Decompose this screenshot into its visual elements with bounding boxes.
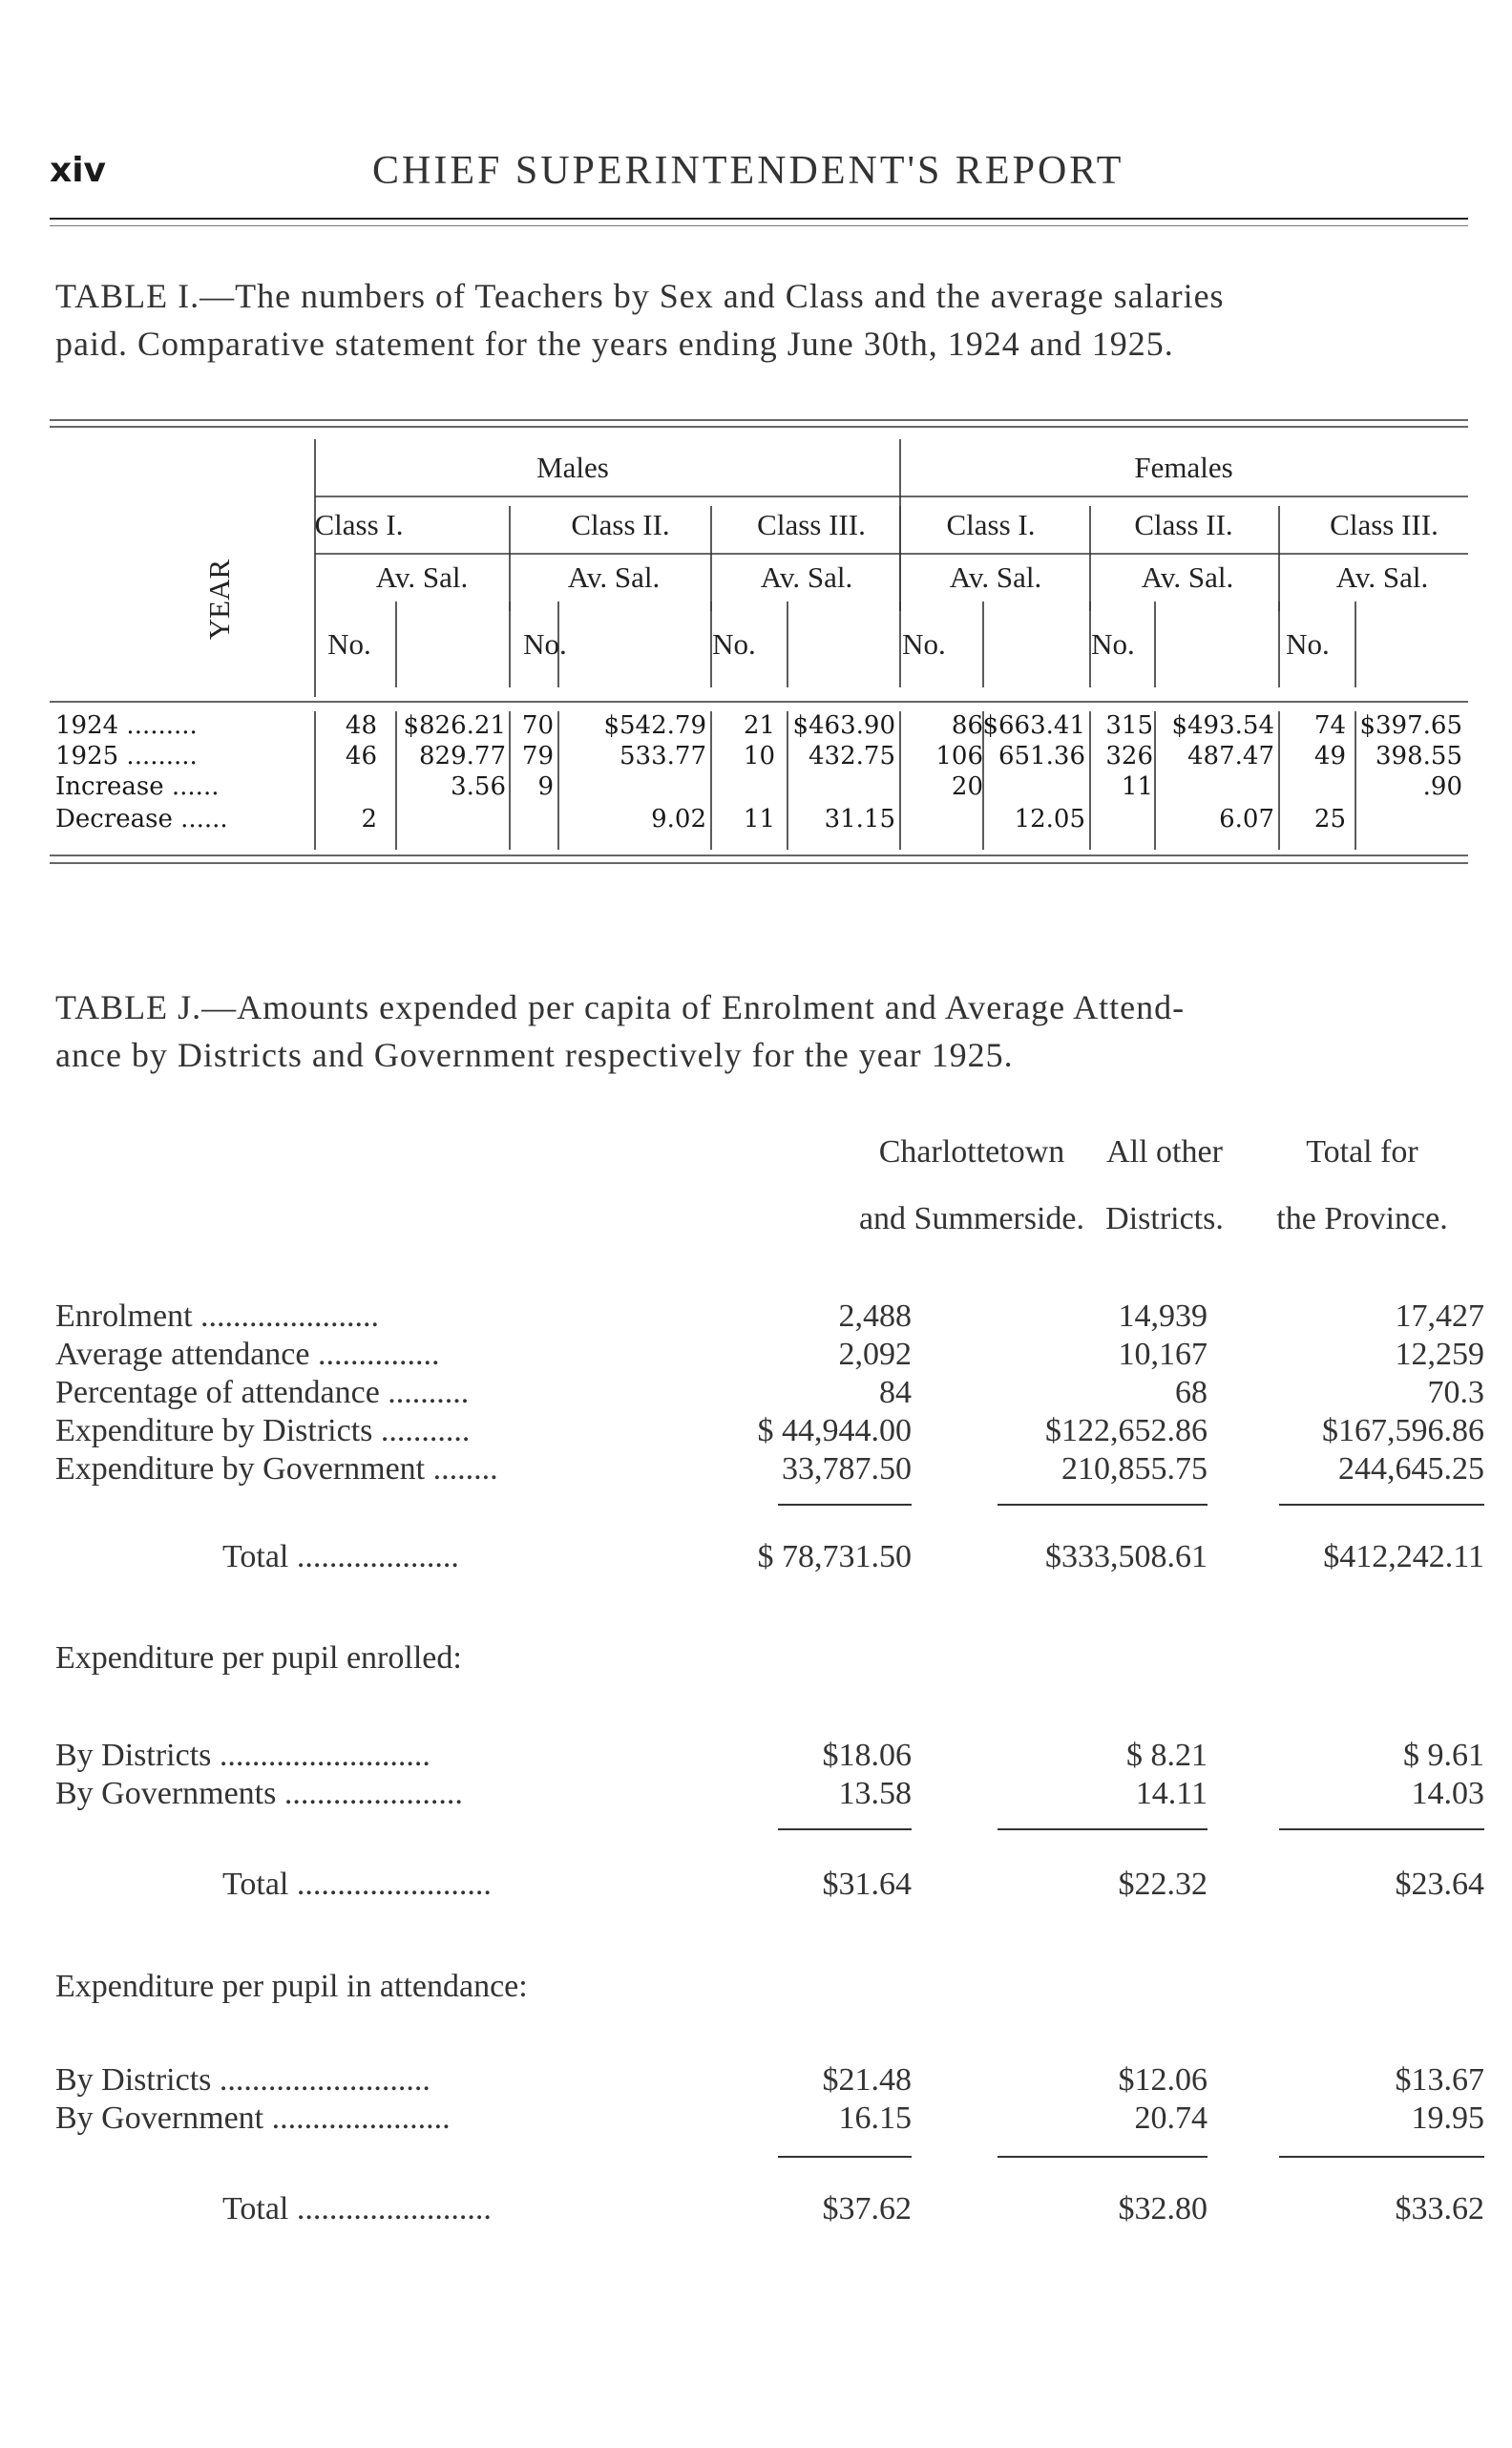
attendance-total-value-1: $32.80 [1118, 2191, 1208, 2226]
main-row-3-value-1: $122,652.86 [1045, 1413, 1208, 1448]
cell-1-11: 398.55 [1376, 742, 1462, 770]
running-title: CHIEF SUPERINTENDENT'S REPORT [372, 149, 1124, 193]
class-label-2: Class III. [757, 508, 866, 541]
main-row-4-value-1: 210,855.75 [1061, 1451, 1208, 1487]
cell-0-3: $542.79 [603, 711, 706, 740]
cell-1-3: 533.77 [620, 742, 706, 770]
av-sal-label-2: Av. Sal. [760, 560, 853, 594]
attendance-total-value-0: $37.62 [822, 2191, 912, 2226]
class-label-1: Class II. [571, 508, 670, 541]
enrolled-total-label: Total ........................ [222, 1867, 492, 1902]
no-label-5: No. [1286, 627, 1330, 661]
group-females: Females [1134, 451, 1233, 484]
no-label-0: No. [327, 627, 371, 661]
enrolled-row-0-label: By Districts .......................... [55, 1738, 430, 1773]
enrolled-row-1-label: By Governments ...................... [55, 1776, 463, 1811]
no-label-3: No. [902, 627, 946, 661]
cell-0-6: 86 [951, 711, 983, 740]
cell-1-1: 829.77 [419, 742, 506, 770]
main-row-0-value-0: 2,488 [838, 1298, 912, 1334]
cell-3-10: 25 [1313, 805, 1346, 834]
attendance-row-1-value-0: 16.15 [838, 2100, 912, 2136]
enrolled-row-0-value-0: $18.06 [822, 1738, 912, 1773]
cell-1-6: 106 [935, 742, 983, 770]
cell-1-0: 46 [345, 742, 377, 770]
no-label-1: No. [523, 627, 567, 661]
attendance-row-0-value-1: $12.06 [1118, 2062, 1208, 2098]
enrolled-sum-line-0 [778, 1828, 912, 1830]
table-j-caption-line1: TABLE J.—Amounts expended per capita of Enrolment and Average Attend- [55, 988, 1186, 1026]
main-row-3-value-2: $167,596.86 [1322, 1413, 1484, 1448]
attendance-row-0-value-0: $21.48 [822, 2062, 912, 2098]
main-sum-line-2 [1279, 1504, 1484, 1506]
main-row-2-value-0: 84 [879, 1375, 912, 1410]
attendance-total-value-2: $33.62 [1395, 2191, 1484, 2226]
cell-0-7: $663.41 [982, 711, 1085, 740]
class-label-4: Class II. [1134, 508, 1233, 541]
cell-0-9: $493.54 [1171, 711, 1274, 740]
enrolled-row-0-value-2: $ 9.61 [1403, 1738, 1484, 1773]
main-total-value-0: $ 78,731.50 [757, 1539, 912, 1574]
cell-2-6: 20 [951, 772, 983, 801]
main-row-1-value-0: 2,092 [838, 1337, 912, 1372]
enrolled-total-value-2: $23.64 [1395, 1867, 1484, 1902]
main-row-2-label: Percentage of attendance .......... [55, 1375, 470, 1410]
cell-3-0: 2 [361, 805, 377, 834]
cell-1-7: 651.36 [998, 742, 1085, 770]
attendance-row-1-label: By Government ...................... [55, 2100, 451, 2136]
enrolled-sum-line-1 [998, 1828, 1208, 1830]
table-i-caption-line1: TABLE I.—The numbers of Teachers by Sex and Class and the average salaries [55, 277, 1225, 315]
cell-3-7: 12.05 [1014, 805, 1085, 834]
col-header-line2-0: and Summerside. [858, 1201, 1085, 1236]
attendance-heading: Expenditure per pupil in attendance: [55, 1969, 528, 2004]
attendance-sum-line-1 [998, 2156, 1208, 2158]
main-sum-line-1 [998, 1504, 1208, 1506]
cell-2-11: .90 [1422, 772, 1462, 801]
attendance-sum-line-0 [778, 2156, 912, 2158]
cell-1-4: 10 [743, 742, 775, 770]
av-sal-label-3: Av. Sal. [949, 560, 1042, 594]
cell-0-0: 48 [345, 711, 377, 740]
col-header-line2-2: the Province. [1276, 1201, 1448, 1236]
cell-3-3: 9.02 [651, 805, 706, 834]
attendance-row-1-value-1: 20.74 [1134, 2100, 1208, 2136]
enrolled-heading: Expenditure per pupil enrolled: [55, 1640, 462, 1676]
cell-3-5: 31.15 [824, 805, 895, 834]
av-sal-label-5: Av. Sal. [1335, 560, 1429, 594]
cell-1-9: 487.47 [1187, 742, 1274, 770]
main-row-0-value-1: 14,939 [1118, 1298, 1208, 1334]
main-row-4-value-2: 244,645.25 [1338, 1451, 1484, 1487]
page-number: xiv [50, 151, 107, 190]
cell-2-8: 11 [1121, 772, 1153, 801]
main-row-4-value-0: 33,787.50 [782, 1451, 912, 1487]
attendance-row-0-label: By Districts .......................... [55, 2062, 430, 2098]
attendance-sum-line-2 [1279, 2156, 1484, 2158]
row-label-3: Decrease ...... [55, 805, 228, 834]
cell-1-10: 49 [1313, 742, 1346, 770]
main-total-value-2: $412,242.11 [1323, 1539, 1484, 1574]
cell-0-4: 21 [743, 711, 775, 740]
main-row-2-value-2: 70.3 [1427, 1375, 1484, 1410]
row-label-2: Increase ...... [55, 772, 220, 801]
main-row-0-label: Enrolment ...................... [55, 1298, 380, 1334]
year-header: YEAR [202, 559, 236, 641]
cell-1-8: 326 [1105, 742, 1153, 770]
av-sal-label-4: Av. Sal. [1141, 560, 1234, 594]
enrolled-total-value-0: $31.64 [822, 1867, 912, 1902]
cell-3-9: 6.07 [1219, 805, 1274, 834]
main-row-1-label: Average attendance ............... [55, 1337, 440, 1372]
row-label-0: 1924 ......... [55, 711, 198, 740]
class-label-0: Class I. [314, 508, 404, 541]
main-total-value-1: $333,508.61 [1045, 1539, 1208, 1574]
class-label-5: Class III. [1330, 508, 1438, 541]
cell-0-2: 70 [521, 711, 554, 740]
class-label-3: Class I. [946, 508, 1036, 541]
no-label-4: No. [1091, 627, 1135, 661]
main-row-0-value-2: 17,427 [1395, 1298, 1484, 1334]
no-label-2: No. [712, 627, 756, 661]
col-header-line1-1: All other [1106, 1134, 1223, 1170]
table-j-caption-line2: ance by Districts and Government respectively for the year 1925. [55, 1036, 1014, 1074]
cell-0-11: $397.65 [1359, 711, 1462, 740]
row-label-1: 1925 ......... [55, 742, 198, 770]
enrolled-row-1-value-2: 14.03 [1411, 1776, 1484, 1811]
enrolled-row-1-value-1: 14.11 [1135, 1776, 1208, 1811]
av-sal-label-1: Av. Sal. [567, 560, 661, 594]
main-row-3-value-0: $ 44,944.00 [757, 1413, 912, 1448]
main-row-2-value-1: 68 [1175, 1375, 1208, 1410]
group-males: Males [536, 451, 609, 484]
main-row-4-label: Expenditure by Government ........ [55, 1451, 498, 1487]
cell-2-1: 3.56 [451, 772, 506, 801]
cell-3-4: 11 [743, 805, 775, 834]
enrolled-sum-line-2 [1279, 1828, 1484, 1830]
cell-0-8: 315 [1105, 711, 1153, 740]
main-row-1-value-1: 10,167 [1118, 1337, 1208, 1372]
attendance-total-label: Total ........................ [222, 2191, 492, 2226]
col-header-line2-1: Districts. [1105, 1201, 1224, 1236]
enrolled-row-0-value-1: $ 8.21 [1126, 1738, 1208, 1773]
cell-1-5: 432.75 [808, 742, 895, 770]
enrolled-total-value-1: $22.32 [1118, 1867, 1208, 1902]
cell-2-2: 9 [537, 772, 554, 801]
main-row-1-value-2: 12,259 [1395, 1337, 1484, 1372]
table-i-caption-line2: paid. Comparative statement for the years ending June 30th, 1924 and 1925. [55, 325, 1174, 363]
attendance-row-1-value-2: 19.95 [1411, 2100, 1484, 2136]
cell-0-5: $463.90 [792, 711, 895, 740]
main-row-3-label: Expenditure by Districts ........... [55, 1413, 471, 1448]
table-j-caption [55, 983, 1468, 1079]
enrolled-row-1-value-0: 13.58 [838, 1776, 912, 1811]
attendance-row-0-value-2: $13.67 [1395, 2062, 1484, 2098]
av-sal-label-0: Av. Sal. [375, 560, 469, 594]
cell-0-1: $826.21 [403, 711, 506, 740]
main-total-label: Total .................... [222, 1539, 459, 1574]
cell-1-2: 79 [521, 742, 554, 770]
main-sum-line-0 [778, 1504, 912, 1506]
cell-0-10: 74 [1313, 711, 1346, 740]
col-header-line1-0: Charlottetown [878, 1134, 1065, 1170]
col-header-line1-2: Total for [1306, 1134, 1418, 1170]
